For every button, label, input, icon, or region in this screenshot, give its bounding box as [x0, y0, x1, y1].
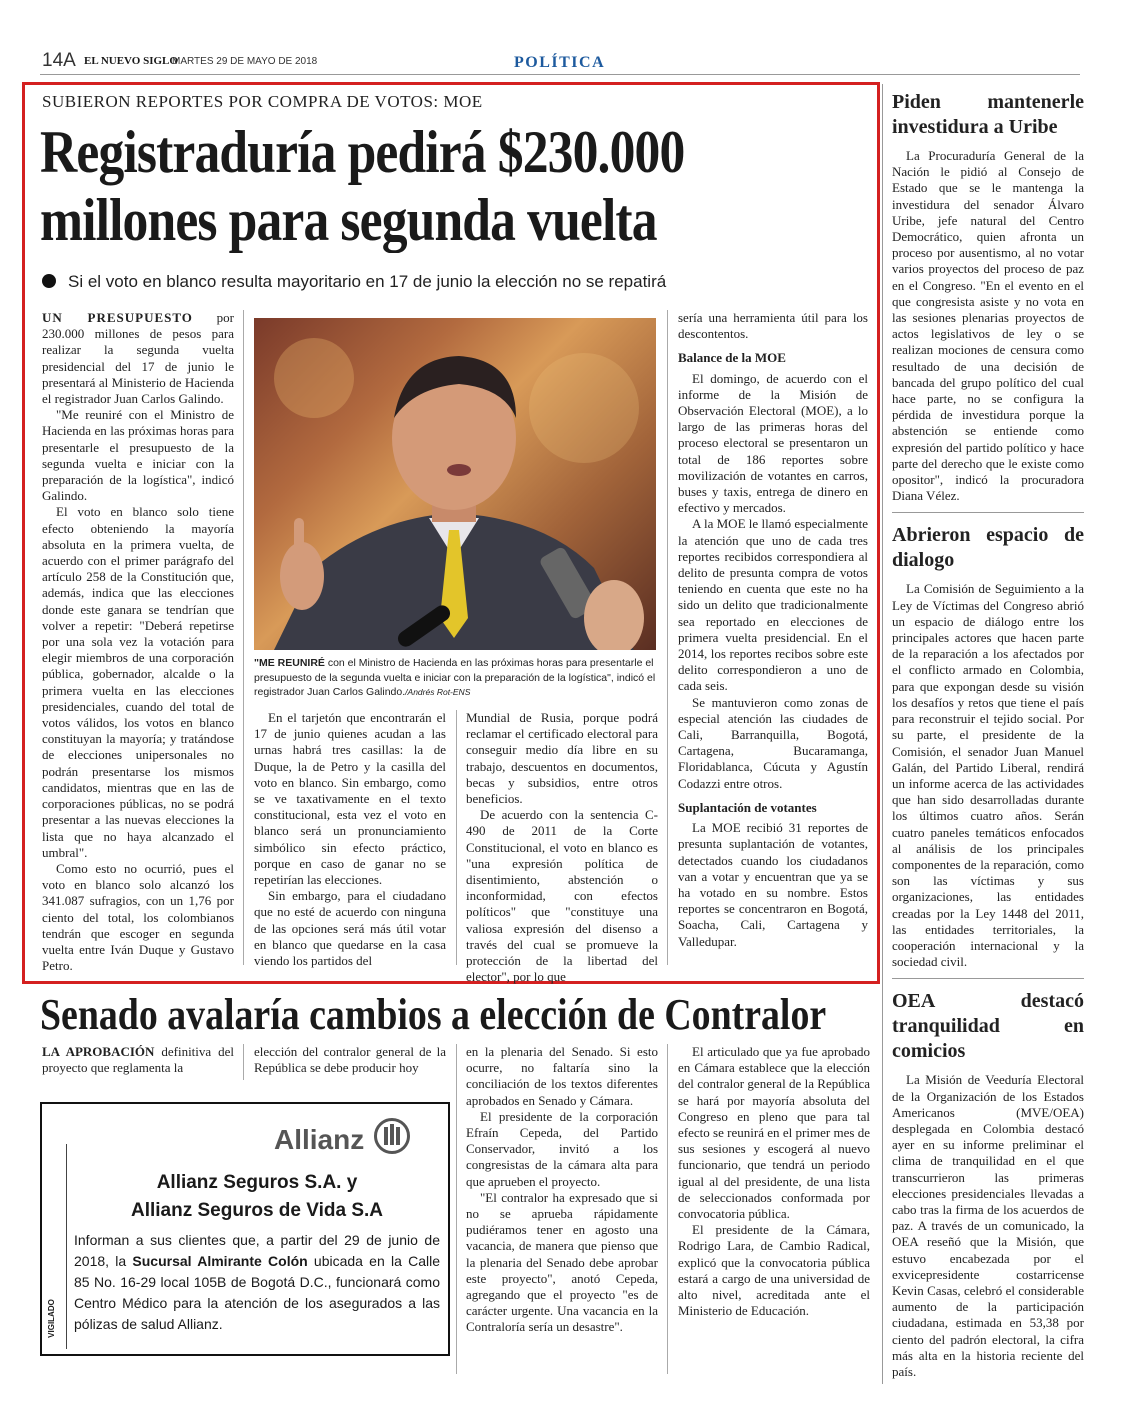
second-col-3 [466, 1044, 658, 1336]
paragraph: A la MOE le llamó especialmente la atención que uno de cada tres reportes recibidos correspondiera al delito de presunta compra de votos teniendo en cuenta que este no ha sido un delito que tradicionalmente sea reportado en elecciones de primera vuelta presidencial. En el 2014, los reportes recibos sobre este delito correspondieron a uno de cada seis. [678, 516, 868, 694]
subtitle-text: Si el voto en blanco resulta mayoritario en 17 de junio la elección no se repatirá [68, 272, 667, 291]
ad-line-1: Allianz Seguros S.A. y [156, 1172, 358, 1193]
sidebar-divider [882, 84, 883, 1384]
paragraph: Mundial de Rusia, porque podrá reclamar el certificado electoral para conseguir medio día libre en su trabajo, descuentos en documentos, becas y subsidios, entre otros beneficios. [466, 710, 658, 807]
column-divider [243, 1044, 244, 1080]
paragraph: definitiva del proyecto que reglamenta la [42, 1044, 235, 1076]
paragraph: En el tarjetón que encontrarán el 17 de junio quienes acudan a las urnas habrá tres casillas: la de Duque, la de Petro y la casilla del voto en blanco. Sin embargo, como se ve taxativamente en el texto constitucional, esta vez el voto en blanco será un pronunciamiento simbólico sin efecto práctico, porque en caso de ganar no se repetirían las elecciones. [254, 710, 446, 888]
caption-text: con el Ministro de Hacienda en las próximas horas para presentarle el presupuesto de la segunda vuelta e iniciar con la preparación de la logística", indicó el registrador Juan Carlos Galindo. [254, 657, 656, 698]
lead-in: UN PRESUPUESTO [42, 310, 193, 325]
lead-in: LA APROBACIÓN [42, 1044, 155, 1059]
main-col-3 [466, 710, 658, 985]
subhead: Balance de la MOE [678, 350, 786, 366]
sidebar-text-3: La Misión de Veeduría Electoral de la Organización de los Estados Americanos (MVE/OEA) desplegada en Colombia destacó ayer en su informe preliminar el clima de tranquilidad en el que transcurrieron las primeras elecciones presidenciales llevadas a cabo tras la firma de los acuerdos de paz. A través de un comunicado, la OEA reseñó que la Misión, que estuvo encabezada por el exvicepresidente costarricense Kevin Casas, celebró el considerable aumento de la participación ciudadana, estimada en 53,38 por ciento del padrón electoral, la cifra más alta en la historia reciente del país. [892, 1072, 1084, 1379]
issue-date: MARTES 29 DE MAYO DE 2018 [172, 56, 318, 67]
column-divider [456, 1044, 457, 1374]
second-col-1 [42, 1044, 234, 1076]
caption-lead: "ME REUNIRÉ [254, 657, 325, 669]
section-name: POLÍTICA [514, 54, 606, 71]
second-headline: Senado avalaría cambios a elección de Contralor [40, 990, 827, 1039]
ad-body-b: ubicada en la Calle 85 No. 16-29 local 105B de Bogotá D.C., funcionará como Centro Médico para la atención de los asegurados a las pólizas de salud Allianz. [74, 1253, 441, 1332]
paragraph: por 230.000 millones de pesos para realizar la segunda vuelta presidencial del 17 de junio le presentará al Ministerio de Hacienda el registrador Juan Carlos Galindo. [42, 310, 234, 407]
photo-caption [254, 656, 658, 700]
photo-credit: /Andrés Rot-ENS [405, 687, 471, 697]
sidebar [892, 90, 1084, 1380]
ad-body-a: Informan a sus clientes que, a partir del 29 de junio de 2018, la [74, 1232, 440, 1269]
allianz-wordmark: Allianz [274, 1124, 365, 1155]
column-divider [243, 310, 244, 965]
paragraph: en la plenaria del Senado. Si esto ocurre, no faltaría sino la conciliación de los textos diferentes aprobados en Senado y Cámara. [466, 1044, 658, 1108]
paragraph: El domingo, de acuerdo con el informe de la Misión de Observación Electoral (MOE), a lo largo de las primeras horas del proceso electoral se presentaron un total de 186 reportes sobre movilización de votantes en carros, buses y taxis, entrega de dinero en efectivo y mercados. [678, 370, 868, 516]
sidebar-title-2: Abrieron espacio de dialogo [892, 524, 1084, 572]
photo-illustration [254, 318, 656, 650]
sidebar-rule [892, 978, 1084, 979]
headline-line-2: millones para segunda vuelta [40, 187, 657, 253]
paragraph: sería una herramienta útil para los descontentos. [678, 310, 868, 342]
column-divider [667, 310, 668, 965]
sidebar-title-1: Piden mantenerle investidura a Uribe [892, 91, 1084, 138]
paragraph: Se mantuvieron como zonas de especial atención las ciudades de Cali, Barranquilla, Bogotá, Cartagena, Bucaramanga, Floridablanca, Cúcuta y Agustín Codazzi entre otros. [678, 694, 868, 791]
paragraph: El articulado que ya fue aprobado en Cámara establece que la elección del contralor general de la República se hará por mayoría absoluta del Congreso en pleno que para tal efecto se reunirá en el primer mes de sus sesiones y escogerá al nuevo funcionario, que tendrá un periodo igual al del presidente, de una lista de seleccionados conformada por convocatoria pública. [678, 1044, 870, 1222]
subhead: Suplantación de votantes [678, 799, 817, 815]
sidebar-title-3: OEA destacó tranquilidad en comicios [892, 990, 1084, 1063]
headline [40, 118, 754, 254]
article-photo [254, 318, 656, 650]
paragraph: La MOE recibió 31 reportes de presunta suplantación de votantes, detectados cuando los ciudadanos van a votar y encuentran que ya se ha votado en su nombre. Estos reportes se concentraron en Bogotá, Soacha, Cali, Cartagena y Valledupar. [678, 820, 868, 949]
main-col-2 [254, 710, 446, 969]
column-divider [667, 1044, 668, 1374]
paragraph: El presidente de la Cámara, Rodrigo Lara, de Cambio Radical, explicó que la convocatoria pública estará a cargo de una universidad de alto nivel, acreditada ante el Ministerio de Educación. [678, 1222, 870, 1319]
allianz-emblem-icon [374, 1118, 410, 1154]
headline-line-1: Registraduría pedirá $230.000 [40, 119, 685, 185]
paragraph: Como esto no ocurrió, pues el voto en blanco solo alcanzó los 341.087 sufragios, con un 1,76 por ciento del total, los colombianos tendrán que escoger en segunda vuelta entre Iván Duque y Gustavo Petro. [42, 860, 234, 974]
column-divider [456, 710, 457, 965]
sidebar-rule [892, 512, 1084, 513]
second-col-2 [254, 1044, 446, 1076]
header-rule [40, 74, 1080, 75]
ad-body [74, 1230, 440, 1335]
ad-line-2: Allianz Seguros de Vida S.A [131, 1200, 383, 1221]
allianz-ad [40, 1102, 450, 1356]
paragraph: De acuerdo con la sentencia C-490 de 2011 de la Corte Constitucional, el voto en blanco es "una expresión política de disentimiento, abstención o inconformidad, con efectos políticos" que "constituye una valiosa expresión del disenso a través del cual se promueve la protección de la libertad del elector", por lo que [466, 807, 658, 985]
paragraph: "El contralor ha expresado que si no se aprueba rápidamente pudiéramos tener en agosto una vacancia, de manera que pienso que la plenaria del Senado debe aprobar este proyecto", anotó Cepeda, agregando que el proyecto "es de carácter urgente. Una vacancia en la Contraloría sería un desastre". [466, 1189, 658, 1335]
ad-body-bold: Sucursal Almirante Colón [132, 1253, 308, 1269]
main-col-4 [678, 310, 868, 950]
bullet-icon [42, 274, 56, 288]
sidebar-text-1: La Procuraduría General de la Nación le pidió al Consejo de Estado que se le mantenga la investidura del senador Álvaro Uribe, jefe natural del Centro Democrático, quien afronta un proceso por ausentismo, al no votar varios proyectos del proceso de paz en el Congreso. "En el evento en el que congresista asiste y no vota en las sesiones plenarias proyectos de actos legislativos de ley o se realizan mociones de censura como resultado de una decisión de bancada del grupo político del cual hace parte, no se configura la pérdida de investidura porque la abstención se entiende como expresión del partido político y hace parte del derecho que le existe como opositor", indicó la procuradora Diana Vélez. [892, 148, 1084, 504]
subtitle [42, 272, 862, 292]
paragraph: El voto en blanco solo tiene efecto obteniendo la mayoría absoluta en la primera vuelta, de acuerdo con el primer parágrafo del artículo 258 de la Constitución que, además, indica que las elecciones donde este ganara se tendrían que volver a repetir: "Deberá repetirse por una sola vez la votación para elegir miembros de una corporación pública, gobernador, alcalde o la primera vuelta en las elecciones presidenciales, cuando del total de votos válidos, los votos en blanco constituyan la mayoría; y tratándose de elecciones unipersonales no podrán presentarse los mismos candidatos, mientras que en las de corporaciones públicas, no se podrá presentar a las nuevas elecciones la lista que no haya alcanzado el umbral". [42, 504, 234, 860]
main-col-1 [42, 310, 234, 974]
vigilado-label: VIGILADO [46, 1299, 56, 1338]
page-number: 14A [42, 50, 76, 71]
newspaper-name: EL NUEVO SIGLO [84, 55, 178, 67]
vigilado-strip [44, 1144, 67, 1349]
paragraph: elección del contralor general de la República se debe producir hoy [254, 1044, 446, 1076]
paragraph: Sin embargo, para el ciudadano que no esté de acuerdo con ninguna de las opciones será más útil votar en blanco que quedarse en la casa viendo los partidos del [254, 888, 446, 969]
sidebar-text-2: La Comisión de Seguimiento a la Ley de Víctimas del Congreso abrió un espacio de diálogo entre los principales actores que hacen parte de la reparación a los afectados por el conflicto armado en Colombia, para que expongan desde su visión los desafíos y retos que tiene el país para reconstruir el tejido social. Por su parte, el presidente de la Comisión, el senador Juan Manuel Galán, del Partido Liberal, rendirá un informe acerca de las actividades que han sido desarrolladas durante los últimos cuatro años. Serán cuatro paneles temáticos enfocados al análisis de los principales componentes de la reparación, como son las víctimas y sus organizaciones, las entidades creadas por la Ley 1448 del 2011, las entidades territoriales, la cooperación internacional y la sociedad civil. [892, 581, 1084, 970]
paragraph: El presidente de la corporación Efraín Cepeda, del Partido Conservador, invitó a los congresistas de la cámara alta para que aprueben el proyecto. [466, 1108, 658, 1189]
paragraph: "Me reuniré con el Ministro de Hacienda en las próximas horas para presentarle el presupuesto de la segunda vuelta e iniciar con la preparación de la logística", indicó Galindo. [42, 407, 234, 504]
allianz-logo [274, 1118, 410, 1156]
article-kicker: SUBIERON REPORTES POR COMPRA DE VOTOS: MOE [42, 92, 483, 111]
second-col-4 [678, 1044, 870, 1319]
